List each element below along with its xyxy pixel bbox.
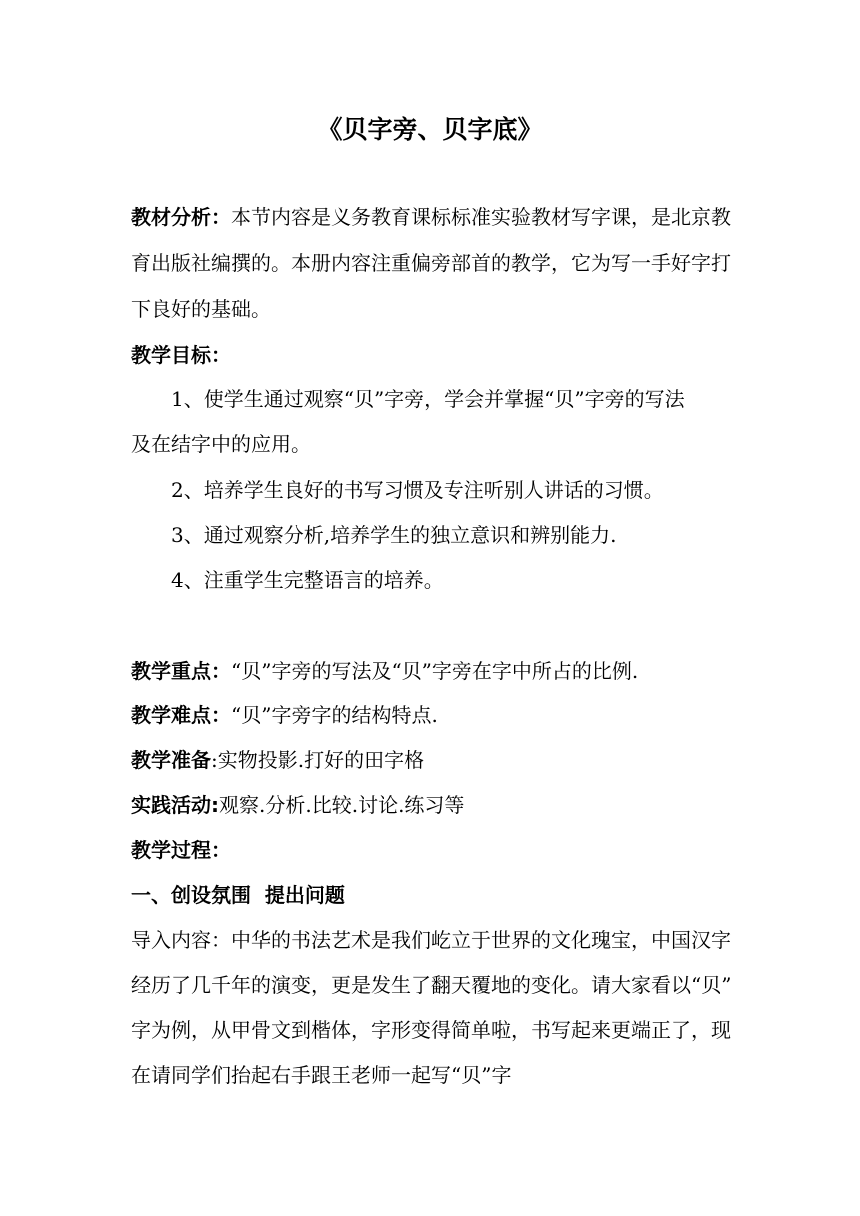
analysis-line-1 xyxy=(131,202,731,232)
process-label: 教学过程： xyxy=(131,838,231,862)
goal-item-3: 3、通过观察分析,培养学生的独立意识和辨别能力. xyxy=(171,523,617,547)
section1-line-1: 导入内容：中华的书法艺术是我们屹立于世界的文化瑰宝，中国汉字 xyxy=(131,928,731,952)
difficulty-line xyxy=(131,700,731,730)
section1-heading: 一、创设氛围 提出问题 xyxy=(131,883,345,907)
analysis-label: 教材分析： xyxy=(131,205,231,229)
page-title: 《贝字旁、贝字底》 xyxy=(317,115,543,144)
section1-line-4: 在请同学们抬起右手跟王老师一起写“贝”字 xyxy=(131,1063,512,1087)
goal-item-4: 4、注重学生完整语言的培养。 xyxy=(171,568,444,592)
analysis-line-2: 育出版社编撰的。本册内容注重偏旁部首的教学，它为写一手好字打 xyxy=(131,251,731,275)
difficulty-label: 教学难点： xyxy=(131,703,231,727)
key-point-label: 教学重点： xyxy=(131,659,231,683)
preparation-text: :实物投影.打好的田字格 xyxy=(211,748,425,772)
analysis-line-3: 下良好的基础。 xyxy=(131,297,271,321)
goal-item-1: 1、使学生通过观察“贝”字旁，学会并掌握“贝”字旁的写法 xyxy=(171,387,685,411)
goal-item-1-cont: 及在结字中的应用。 xyxy=(131,432,311,456)
key-point-text: “贝”字旁的写法及“贝”字旁在字中所占的比例. xyxy=(231,659,639,683)
analysis-text-1: 本节内容是义务教育课标标准实验教材写字课，是北京教 xyxy=(231,205,731,229)
goals-label: 教学目标： xyxy=(131,343,231,367)
section1-line-2: 经历了几千年的演变，更是发生了翻天覆地的变化。请大家看以“贝” xyxy=(131,973,732,997)
difficulty-text: “贝”字旁字的结构特点. xyxy=(231,703,438,727)
activity-text: 观察.分析.比较.讨论.练习等 xyxy=(219,793,465,817)
section1-line-3: 字为例，从甲骨文到楷体，字形变得简单啦，书写起来更端正了，现 xyxy=(131,1018,731,1042)
preparation-line xyxy=(131,745,731,775)
activity-label: 实践活动: xyxy=(131,793,219,817)
preparation-label: 教学准备 xyxy=(131,748,211,772)
goal-item-2: 2、培养学生良好的书写习惯及专注听别人讲话的习惯。 xyxy=(171,478,664,502)
activity-line xyxy=(131,790,731,820)
key-point-line xyxy=(131,656,731,686)
